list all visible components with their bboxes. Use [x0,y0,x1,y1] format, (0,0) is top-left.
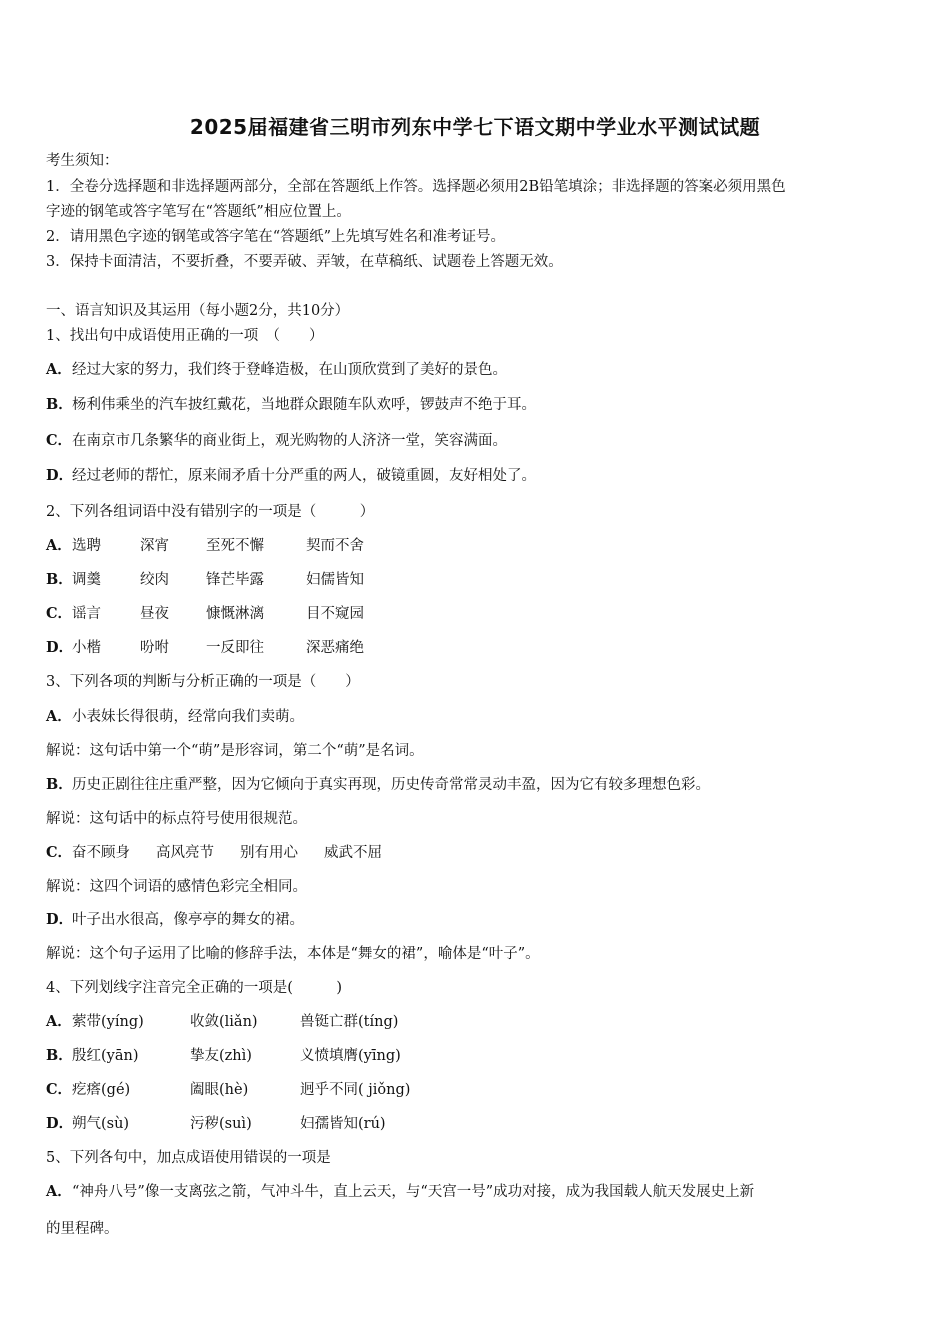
word: 锋芒毕露 [206,572,264,588]
word: 高风亮节 [156,845,214,861]
question-1-stem: 1、找出句中成语使用正确的一项 （ ） [46,328,324,344]
word: 一反即往 [206,640,264,656]
q3-explanation-c: 解说：这四个词语的感情色彩完全相同。 [46,879,307,895]
word: 兽铤亡群(tíng) [300,1014,399,1030]
question-4-stem: 4、下列划线字注音完全正确的一项是( ) [46,980,343,996]
q2-option-b[interactable] [46,570,364,590]
option-letter: D． [46,911,74,928]
q1-option-b[interactable] [46,395,536,415]
q3-explanation-d: 解说：这个句子运用了比喻的修辞手法，本体是“舞女的裙”，喻体是“叶子”。 [46,946,540,962]
q3-explanation-a: 解说：这句话中第一个“萌”是形容词，第二个“萌”是名词。 [46,743,424,759]
notice-item: 2．请用黑色字迹的钢笔或答字笔在“答题纸”上先填写姓名和准考证号。 [46,229,506,245]
word: 威武不屈 [324,845,382,861]
q3-option-a[interactable] [46,707,304,727]
q3-option-b[interactable] [46,775,710,795]
word: 义愤填膺(yīng) [300,1048,401,1064]
option-text: 杨利伟乘坐的汽车披红戴花，当地群众跟随车队欢呼，锣鼓声不绝于耳。 [72,397,536,413]
word: 谣言 [72,606,101,622]
word: 别有用心 [240,845,298,861]
word: 深宵 [140,538,169,554]
word: 至死不懈 [206,538,264,554]
option-letter: D． [46,1115,74,1132]
q4-option-a[interactable] [46,1012,398,1032]
notice-item: 1．全卷分选择题和非选择题两部分，全部在答题纸上作答。选择题必须用2B铅笔填涂；非选择题的答案必须用黑色 [46,179,786,195]
option-letter: B． [46,571,73,588]
q4-option-b[interactable] [46,1046,401,1066]
word: 妇儒皆知 [306,572,364,588]
option-letter: D． [46,639,74,656]
option-text: 小表妹长得很萌，经常向我们卖萌。 [72,709,304,725]
q2-option-d[interactable] [46,638,364,658]
option-text: 经过老师的帮忙，原来闹矛盾十分严重的两人，破镜重圆，友好相处了。 [72,468,536,484]
word: 污秽(suì) [190,1116,252,1132]
word: 吩咐 [140,640,169,656]
option-letter: D． [46,467,74,484]
word: 朔气(sù) [72,1116,130,1132]
q2-option-a[interactable] [46,536,364,556]
option-letter: C． [46,1081,73,1098]
q1-option-c[interactable] [46,431,507,451]
option-letter: A． [46,537,72,554]
word: 收敛(liǎn) [190,1014,258,1030]
q1-option-a[interactable] [46,360,507,380]
word: 妇孺皆知(rú) [300,1116,386,1132]
notice-heading: 考生须知： [46,153,119,169]
word: 阖眼(hè) [190,1082,249,1098]
word: 疙瘩(gé) [72,1082,131,1098]
word: 昼夜 [140,606,169,622]
word: 小楷 [72,640,101,656]
word: 奋不顾身 [72,845,130,861]
word: 目不窥园 [306,606,364,622]
q1-option-d[interactable] [46,466,536,486]
q5-option-a[interactable] [46,1182,754,1202]
word: 深恶痛绝 [306,640,364,656]
page-title: 2025届福建省三明市列东中学七下语文期中学业水平测试试题 [189,115,761,139]
option-letter: A． [46,1013,72,1030]
q3-option-d[interactable] [46,910,304,930]
q4-option-d[interactable] [46,1114,386,1134]
question-3-stem: 3、下列各项的判断与分析正确的一项是（ ） [46,674,360,690]
word: 挚友(zhì) [190,1048,252,1064]
word: 契而不舍 [306,538,364,554]
word: 萦带(yíng) [72,1014,144,1030]
option-letter: B． [46,396,73,413]
option-letter: B． [46,1047,73,1064]
option-letter: C． [46,432,73,449]
option-letter: C． [46,605,73,622]
option-text: “神舟八号”像一支离弦之箭，气冲斗牛，直上云天，与“天宫一号”成功对接，成为我国载人航天发展史上新 [72,1184,755,1200]
q3-option-c[interactable] [46,843,382,863]
option-letter: A． [46,708,72,725]
option-text: 叶子出水很高，像亭亭的舞女的裙。 [72,912,304,928]
option-letter: C． [46,844,73,861]
q2-option-c[interactable] [46,604,364,624]
notice-item: 3．保持卡面清洁，不要折叠，不要弄破、弄皱，在草稿纸、试题卷上答题无效。 [46,254,563,270]
section-heading: 一、语言知识及其运用（每小题2分，共10分） [46,303,350,319]
option-letter: B． [46,776,73,793]
option-text: 历史正剧往往庄重严整，因为它倾向于真实再现，历史传奇常常灵动丰盈，因为它有较多理想色彩。 [72,777,710,793]
word: 殷红(yān) [72,1048,139,1064]
notice-item: 字迹的钢笔或答字笔写在“答题纸”相应位置上。 [46,204,351,220]
q5-option-a-continuation: 的里程碑。 [46,1221,119,1237]
option-letter: A． [46,1183,72,1200]
q4-option-c[interactable] [46,1080,410,1100]
question-2-stem: 2、下列各组词语中没有错别字的一项是（ ） [46,504,375,520]
q3-explanation-b: 解说：这句话中的标点符号使用很规范。 [46,811,307,827]
word: 迥乎不同( jiǒng) [300,1082,411,1098]
word: 调羹 [72,572,101,588]
option-text: 在南京市几条繁华的商业街上，观光购物的人济济一堂，笑容满面。 [72,433,507,449]
option-letter: A． [46,361,72,378]
option-text: 经过大家的努力，我们终于登峰造极，在山顶欣赏到了美好的景色。 [72,362,507,378]
word: 选聘 [72,538,101,554]
word: 绞肉 [140,572,169,588]
question-5-stem: 5、下列各句中，加点成语使用错误的一项是 [46,1150,331,1166]
word: 慷慨淋漓 [206,606,264,622]
